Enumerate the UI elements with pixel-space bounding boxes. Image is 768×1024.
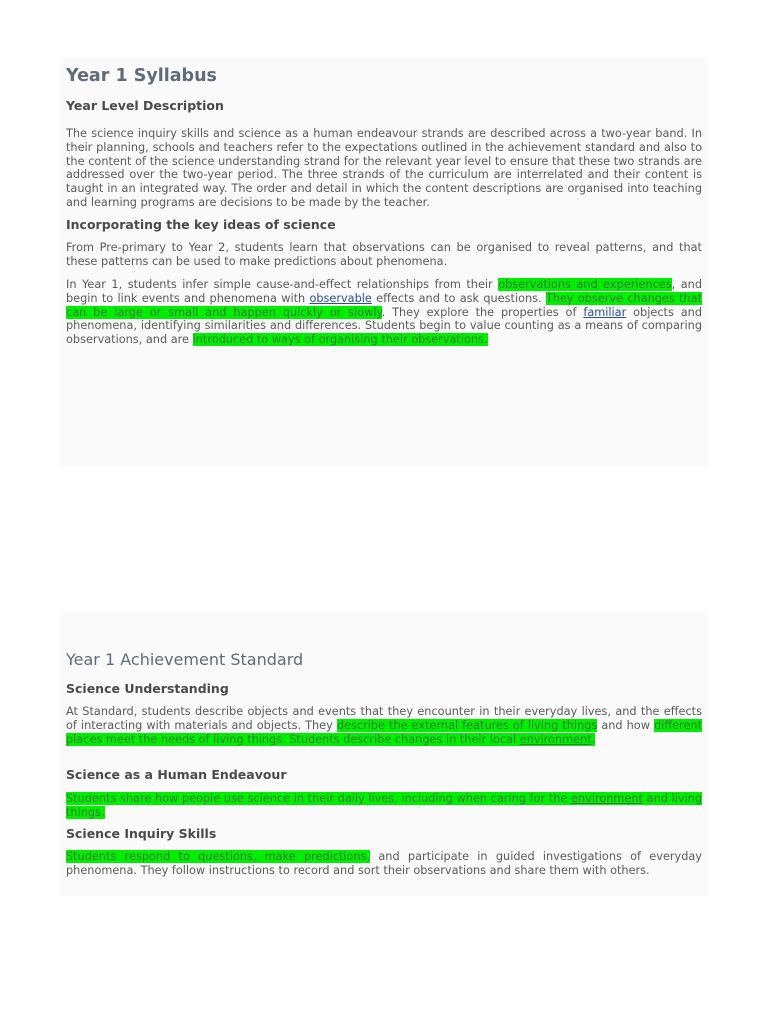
highlight: introduced to ways of organising their observations.	[192, 333, 488, 347]
inquiry-skills-heading: Science Inquiry Skills	[66, 826, 217, 841]
achievement-standard-section	[60, 612, 708, 896]
science-understanding-text: At Standard, students describe objects and events that they encounter in their everyday lives, and the effects of interacting with materials and objects. They describe the external features of living things and how different places meet the needs of living things. Students describe changes in their local environment.	[66, 705, 702, 746]
highlight: Students share how people use science in their daily lives, including when caring for the environment and living things.	[66, 792, 702, 819]
highlight: different places meet the needs of living things. Students describe changes in their local environment.	[66, 718, 702, 746]
year1-description-text: In Year 1, students infer simple cause-and-effect relationships from their observations and experiences, and begin to link events and phenomena with observable effects and to ask questions. They observe changes that can be large or small and happen quickly or slowly. They explore the properties of familiar objects and phenomena, identifying similarities and differences. Students begin to value counting as a means of comparing observations, and are introduced to ways of organising their observations.	[66, 278, 703, 347]
section-title: Year 1 Achievement Standard	[66, 650, 304, 669]
key-ideas-heading: Incorporating the key ideas of science	[66, 217, 336, 232]
key-ideas-text: From Pre-primary to Year 2, students learn that observations can be organised to reveal patterns, and that these patterns can be used to make predictions about phenomena.	[66, 241, 702, 268]
syllabus-section	[60, 58, 708, 466]
highlight: describe the external features of living things	[336, 718, 598, 732]
human-endeavour-heading: Science as a Human Endeavour	[66, 767, 287, 782]
page-title: Year 1 Syllabus	[66, 66, 217, 86]
highlight: They observe changes that can be large or small and happen quickly or slowly	[66, 291, 702, 319]
inquiry-skills-text: Students respond to questions, make predictions, and participate in guided investigations of everyday phenomena. They follow instructions to record and sort their observations and share them with others.	[66, 850, 702, 877]
familiar-link[interactable]: familiar	[583, 305, 627, 319]
year-level-description-text: The science inquiry skills and science as a human endeavour strands are described across a two-year band. In their planning, schools and teachers refer to the expectations outlined in the achievement standard and also to the content of the science understanding strand for the relevant year level to ensure that these two strands are addressed over the two-year period. The three strands of the curriculum are interrelated and their content is taught in an integrated way. The order and detail in which the content descriptions are organised into teaching and learning programs are decisions to be made by the teacher.	[66, 127, 702, 209]
human-endeavour-text	[66, 792, 702, 820]
environment-link[interactable]: environment	[519, 732, 592, 746]
science-understanding-heading: Science Understanding	[66, 681, 229, 696]
year-level-description-heading: Year Level Description	[66, 98, 224, 113]
highlight: Students respond to questions, make predictions,	[66, 850, 371, 863]
observable-link[interactable]: observable	[309, 291, 372, 305]
environment-link[interactable]: environment	[571, 792, 643, 805]
highlight: observations and experiences	[498, 278, 672, 291]
